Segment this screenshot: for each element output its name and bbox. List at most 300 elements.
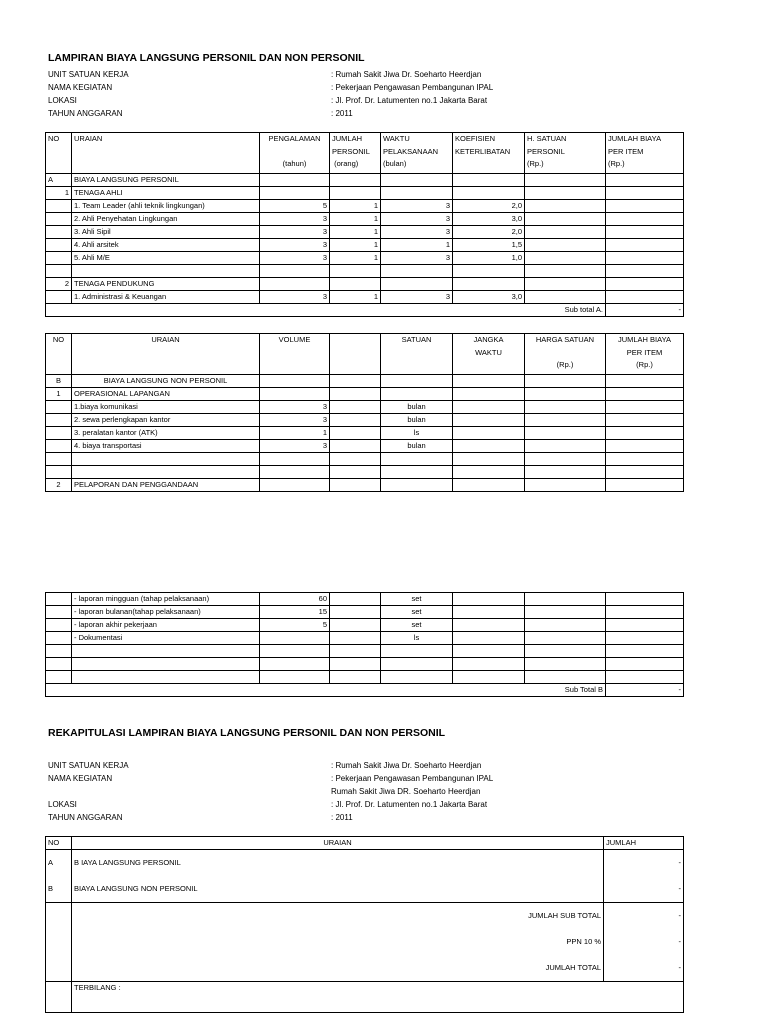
table-cell — [525, 226, 606, 239]
table-row — [46, 200, 684, 213]
table-cell — [525, 291, 606, 304]
subtotal-b-value: - — [606, 684, 684, 697]
table-row — [46, 265, 684, 278]
rekap-row-b — [46, 876, 684, 903]
table-cell: 3 — [260, 239, 330, 252]
table-row — [46, 645, 684, 658]
table-cell: 3 — [260, 226, 330, 239]
table-cell: 2 — [46, 278, 72, 291]
table-cell — [606, 388, 684, 401]
table-row — [46, 252, 684, 265]
rekap-totals-labels — [72, 903, 604, 982]
table-cell — [453, 619, 525, 632]
meta-value: : Rumah Sakit Jiwa Dr. Soeharto Heerdjan — [331, 761, 482, 770]
col-pengalaman: PENGALAMAN (tahun) — [260, 133, 330, 174]
table-cell — [330, 658, 381, 671]
table-cell — [330, 593, 381, 606]
jumlah-sub-total-label: JUMLAH SUB TOTAL — [528, 911, 601, 920]
table-cell — [525, 453, 606, 466]
col-uraian: URAIAN — [72, 837, 604, 850]
rekap-totals-values — [604, 903, 684, 982]
table-cell: set — [381, 619, 453, 632]
table-cell: 3,0 — [453, 213, 525, 226]
table-cell — [72, 671, 260, 684]
table-cell — [525, 645, 606, 658]
table-personil-header — [46, 133, 684, 174]
table-cell: 1 — [330, 200, 381, 213]
table-cell — [381, 479, 453, 492]
title-rekapitulasi: REKAPITULASI LAMPIRAN BIAYA LANGSUNG PERSONIL DAN NON PERSONIL — [48, 727, 446, 739]
table-rekap — [45, 836, 684, 1013]
table-cell — [525, 187, 606, 200]
table-cell — [72, 453, 260, 466]
table-cell: bulan — [381, 414, 453, 427]
table-row — [46, 593, 684, 606]
table-cell — [46, 645, 72, 658]
table-cell — [260, 671, 330, 684]
table-cell — [260, 479, 330, 492]
table-cell — [453, 174, 525, 187]
table-cell — [606, 440, 684, 453]
table-cell — [260, 466, 330, 479]
table-cell: 1,0 — [453, 252, 525, 265]
table-cell — [525, 632, 606, 645]
table-row — [46, 187, 684, 200]
table-cell: 1,5 — [453, 239, 525, 252]
table-cell — [606, 278, 684, 291]
table-cell — [525, 375, 606, 388]
table-cell: 3 — [381, 213, 453, 226]
col-jangka-waktu: JANGKA WAKTU — [453, 334, 525, 375]
table-cell: 1 — [330, 291, 381, 304]
table-cell — [606, 414, 684, 427]
table-row — [46, 466, 684, 479]
table-cell — [525, 200, 606, 213]
jumlah-sub-total-value: - — [678, 911, 681, 920]
table-cell: 3 — [381, 226, 453, 239]
rekap-row-a — [46, 850, 684, 877]
table-personil — [45, 132, 684, 317]
meta-label: NAMA KEGIATAN — [48, 83, 113, 92]
table-cell — [606, 427, 684, 440]
table-cell — [330, 401, 381, 414]
table-cell — [453, 632, 525, 645]
table-cell — [260, 645, 330, 658]
jumlah-total-value: - — [678, 963, 681, 972]
table-cell — [260, 453, 330, 466]
table-cell: 5 — [260, 619, 330, 632]
table-cell — [453, 401, 525, 414]
col-empty — [330, 334, 381, 375]
col-no: NO — [46, 334, 72, 375]
table-cell — [72, 645, 260, 658]
table-cell — [381, 388, 453, 401]
table-cell: 1.biaya komunikasi — [72, 401, 260, 414]
table-cell — [381, 278, 453, 291]
table-non-personil — [45, 333, 684, 492]
table-cell: BIAYA LANGSUNG NON PERSONIL — [72, 375, 260, 388]
table-cell — [525, 278, 606, 291]
col-volume: VOLUME — [260, 334, 330, 375]
meta-value: : 2011 — [331, 813, 353, 822]
table-cell — [525, 427, 606, 440]
table-cell: TENAGA AHLI — [72, 187, 260, 200]
table-cell — [525, 658, 606, 671]
table-cell — [46, 265, 72, 278]
table-cell: 3 — [381, 200, 453, 213]
table-cell — [46, 213, 72, 226]
table-cell: B — [46, 375, 72, 388]
table-cell — [606, 401, 684, 414]
table-cell — [46, 671, 72, 684]
table-cell: 1 — [330, 252, 381, 265]
subtotal-a-row — [46, 304, 684, 317]
table-cell — [525, 213, 606, 226]
table-cell — [525, 388, 606, 401]
table-cell: bulan — [381, 440, 453, 453]
table-cell — [46, 239, 72, 252]
table-cell — [381, 466, 453, 479]
table-cell — [525, 466, 606, 479]
table-cell — [72, 265, 260, 278]
table-cell — [330, 388, 381, 401]
table-cell — [46, 453, 72, 466]
table-cell: 1. Administrasi & Keuangan — [72, 291, 260, 304]
col-jumlah-personil: JUMLAH PERSONIL (orang) — [330, 133, 381, 174]
col-jumlah-biaya: JUMLAH BIAYA PER ITEM (Rp.) — [606, 334, 684, 375]
meta-value: : Pekerjaan Pengawasan Pembangunan IPAL — [331, 83, 494, 92]
table-cell — [46, 291, 72, 304]
rekap-a-value: - — [604, 850, 684, 877]
table-cell — [330, 453, 381, 466]
table-cell — [453, 466, 525, 479]
table-cell — [525, 414, 606, 427]
table-cell: PELAPORAN DAN PENGGANDAAN — [72, 479, 260, 492]
table-row — [46, 226, 684, 239]
col-no: NO — [46, 837, 72, 850]
table-cell — [606, 200, 684, 213]
table-cell — [453, 645, 525, 658]
table-cell — [260, 388, 330, 401]
col-waktu: WAKTU PELAKSANAAN (bulan) — [381, 133, 453, 174]
meta-label: UNIT SATUAN KERJA — [48, 70, 129, 79]
table-cell — [381, 174, 453, 187]
table-cell: TENAGA PENDUKUNG — [72, 278, 260, 291]
table-cell — [381, 645, 453, 658]
table-cell — [46, 593, 72, 606]
table-row — [46, 619, 684, 632]
table-cell: 4. Ahli arsitek — [72, 239, 260, 252]
table-cell — [606, 187, 684, 200]
table-cell: set — [381, 606, 453, 619]
table-cell — [453, 427, 525, 440]
table-cell — [453, 265, 525, 278]
table-cell — [46, 226, 72, 239]
table-cell: 3. peralatan kantor (ATK) — [72, 427, 260, 440]
table-cell — [453, 278, 525, 291]
table-non-personil-header — [46, 334, 684, 375]
table-cell — [606, 453, 684, 466]
table-cell — [381, 265, 453, 278]
table-cell: 3 — [260, 414, 330, 427]
table-cell — [260, 375, 330, 388]
table-cell: 4. biaya transportasi — [72, 440, 260, 453]
table-cell — [381, 375, 453, 388]
table-cell — [453, 671, 525, 684]
table-cell — [453, 453, 525, 466]
table-cell — [525, 265, 606, 278]
table-cell — [606, 213, 684, 226]
table-cell: 1 — [330, 239, 381, 252]
table-cell: 2,0 — [453, 226, 525, 239]
table-cell — [330, 414, 381, 427]
table-row — [46, 453, 684, 466]
table-row — [46, 479, 684, 492]
table-cell: 3 — [260, 252, 330, 265]
table-cell: - laporan bulanan(tahap pelaksanaan) — [72, 606, 260, 619]
title-lampiran: LAMPIRAN BIAYA LANGSUNG PERSONIL DAN NON PERSONIL — [48, 52, 365, 64]
table-cell — [453, 593, 525, 606]
table-cell — [381, 187, 453, 200]
table-cell: BIAYA LANGSUNG PERSONIL — [72, 174, 260, 187]
table-row — [46, 606, 684, 619]
table-cell: 3 — [260, 401, 330, 414]
table-cell — [330, 440, 381, 453]
meta-label: TAHUN ANGGARAN — [48, 109, 123, 118]
col-koefisien: KOEFISIEN KETERLIBATAN — [453, 133, 525, 174]
table-cell: 1. Team Leader (ahli teknik lingkungan) — [72, 200, 260, 213]
table-cell — [46, 658, 72, 671]
table-row — [46, 632, 684, 645]
table-cell — [330, 187, 381, 200]
table-cell: 3. Ahli Sipil — [72, 226, 260, 239]
table-cell — [606, 239, 684, 252]
table-cell — [381, 658, 453, 671]
meta-label: NAMA KEGIATAN — [48, 774, 113, 783]
table-cell — [606, 479, 684, 492]
table-cell: 5. Ahli M/E — [72, 252, 260, 265]
table-cell — [46, 200, 72, 213]
table-cell — [46, 606, 72, 619]
meta-label: TAHUN ANGGARAN — [48, 813, 123, 822]
table-cell — [606, 606, 684, 619]
table-cell: 3 — [260, 440, 330, 453]
table-cell: ls — [381, 427, 453, 440]
meta-value: : Rumah Sakit Jiwa Dr. Soeharto Heerdjan — [331, 70, 482, 79]
table-cell: 3,0 — [453, 291, 525, 304]
table-cell: 3 — [260, 213, 330, 226]
col-harga-satuan: HARGA SATUAN (Rp.) — [525, 334, 606, 375]
table-cell — [330, 645, 381, 658]
table-cell: 1 — [260, 427, 330, 440]
table-cell — [606, 265, 684, 278]
meta-value: : Pekerjaan Pengawasan Pembangunan IPAL — [331, 774, 494, 783]
table-cell: 1 — [330, 226, 381, 239]
table-cell: 3 — [381, 291, 453, 304]
table-cell — [330, 479, 381, 492]
table-cell: set — [381, 593, 453, 606]
meta-label: LOKASI — [48, 96, 77, 105]
table-row — [46, 414, 684, 427]
table-cell — [525, 606, 606, 619]
table-cell — [46, 252, 72, 265]
table-cell — [453, 440, 525, 453]
table-cell — [606, 619, 684, 632]
table-cell — [330, 375, 381, 388]
table-cell: 2. Ahli Penyehatan Lingkungan — [72, 213, 260, 226]
table-cell — [46, 401, 72, 414]
table-cell: 2,0 — [453, 200, 525, 213]
table-cell — [453, 414, 525, 427]
table-cell — [606, 632, 684, 645]
table-cell — [260, 658, 330, 671]
table-row — [46, 239, 684, 252]
table-cell — [606, 671, 684, 684]
table-cell — [525, 174, 606, 187]
table-cell — [525, 671, 606, 684]
table-cell — [330, 466, 381, 479]
table-cell: 1 — [46, 388, 72, 401]
table-cell — [525, 440, 606, 453]
table-row — [46, 671, 684, 684]
terbilang-label: TERBILANG : — [72, 982, 684, 1013]
table-row — [46, 658, 684, 671]
table-row — [46, 375, 684, 388]
subtotal-b-label: Sub Total B — [46, 684, 606, 697]
table-cell: 3 — [381, 252, 453, 265]
rekap-totals-row — [46, 903, 684, 982]
table-cell — [606, 252, 684, 265]
table-cell — [330, 174, 381, 187]
table-cell — [453, 606, 525, 619]
meta-value: : Jl. Prof. Dr. Latumenten no.1 Jakarta Barat — [331, 800, 488, 809]
table-row — [46, 278, 684, 291]
col-harga-satuan: H. SATUAN PERSONIL (Rp.) — [525, 133, 606, 174]
ppn-value: - — [678, 937, 681, 946]
table-row — [46, 174, 684, 187]
table-row — [46, 401, 684, 414]
subtotal-b-row — [46, 684, 684, 697]
rekap-b-label: BIAYA LANGSUNG NON PERSONIL — [72, 876, 604, 903]
table-cell — [260, 265, 330, 278]
rekap-a-no: A — [46, 850, 72, 877]
table-row — [46, 427, 684, 440]
table-cell — [260, 174, 330, 187]
table-cell — [260, 187, 330, 200]
subtotal-a-value: - — [606, 304, 684, 317]
table-cell: OPERASIONAL LAPANGAN — [72, 388, 260, 401]
table-cell — [453, 187, 525, 200]
col-jumlah-biaya: JUMLAH BIAYA PER ITEM (Rp.) — [606, 133, 684, 174]
table-cell: bulan — [381, 401, 453, 414]
col-uraian: URAIAN — [72, 133, 260, 174]
table-row — [46, 388, 684, 401]
table-cell — [260, 278, 330, 291]
table-cell — [606, 658, 684, 671]
table-cell: 60 — [260, 593, 330, 606]
table-row — [46, 440, 684, 453]
table-cell — [72, 658, 260, 671]
rekap-b-no: B — [46, 876, 72, 903]
col-jumlah: JUMLAH — [604, 837, 684, 850]
table-cell: 2 — [46, 479, 72, 492]
table-cell — [525, 252, 606, 265]
table-cell — [330, 427, 381, 440]
table-cell: - laporan akhir pekerjaan — [72, 619, 260, 632]
table-cell — [525, 479, 606, 492]
table-cell: - Dokumentasi — [72, 632, 260, 645]
table-cell — [381, 453, 453, 466]
rekap-b-value: - — [604, 876, 684, 903]
table-cell — [381, 671, 453, 684]
table-cell — [330, 632, 381, 645]
table-cell — [606, 174, 684, 187]
col-no: NO — [46, 133, 72, 174]
ppn-label: PPN 10 % — [566, 937, 601, 946]
table-cell — [606, 645, 684, 658]
table-cell — [260, 632, 330, 645]
table-cell — [330, 606, 381, 619]
table-cell — [330, 278, 381, 291]
table-cell: 1 — [46, 187, 72, 200]
table-cell: A — [46, 174, 72, 187]
col-satuan: SATUAN — [381, 334, 453, 375]
table-cell — [46, 619, 72, 632]
table-cell — [46, 427, 72, 440]
table-cell — [330, 671, 381, 684]
table-cell — [525, 593, 606, 606]
table-row — [46, 213, 684, 226]
table-cell — [453, 375, 525, 388]
table-cell: 1 — [381, 239, 453, 252]
table-cell — [606, 291, 684, 304]
table-cell — [46, 466, 72, 479]
table-cell: - laporan mingguan (tahap pelaksanaan) — [72, 593, 260, 606]
table-cell — [606, 593, 684, 606]
rekap-a-label: B IAYA LANGSUNG PERSONIL — [72, 850, 604, 877]
meta-value: : Jl. Prof. Dr. Latumenten no.1 Jakarta Barat — [331, 96, 488, 105]
rekap-terbilang-row — [46, 982, 684, 1013]
table-cell — [606, 226, 684, 239]
table-cell: 15 — [260, 606, 330, 619]
table-cell — [453, 388, 525, 401]
table-cell: ls — [381, 632, 453, 645]
table-cell — [606, 375, 684, 388]
col-uraian: URAIAN — [72, 334, 260, 375]
table-cell: 3 — [260, 291, 330, 304]
table-cell — [330, 619, 381, 632]
meta-label: UNIT SATUAN KERJA — [48, 761, 129, 770]
meta-label: LOKASI — [48, 800, 77, 809]
table-pelaporan — [45, 592, 684, 697]
table-cell — [46, 440, 72, 453]
table-cell: 5 — [260, 200, 330, 213]
table-cell — [453, 479, 525, 492]
table-row — [46, 291, 684, 304]
table-cell — [525, 401, 606, 414]
meta-value: : 2011 — [331, 109, 353, 118]
rekap-header — [46, 837, 684, 850]
table-cell — [525, 619, 606, 632]
subtotal-a-label: Sub total A. — [46, 304, 606, 317]
table-cell — [453, 658, 525, 671]
table-cell — [525, 239, 606, 252]
table-cell — [72, 466, 260, 479]
jumlah-total-label: JUMLAH TOTAL — [545, 963, 601, 972]
table-cell: 1 — [330, 213, 381, 226]
table-cell — [606, 466, 684, 479]
table-cell — [46, 414, 72, 427]
